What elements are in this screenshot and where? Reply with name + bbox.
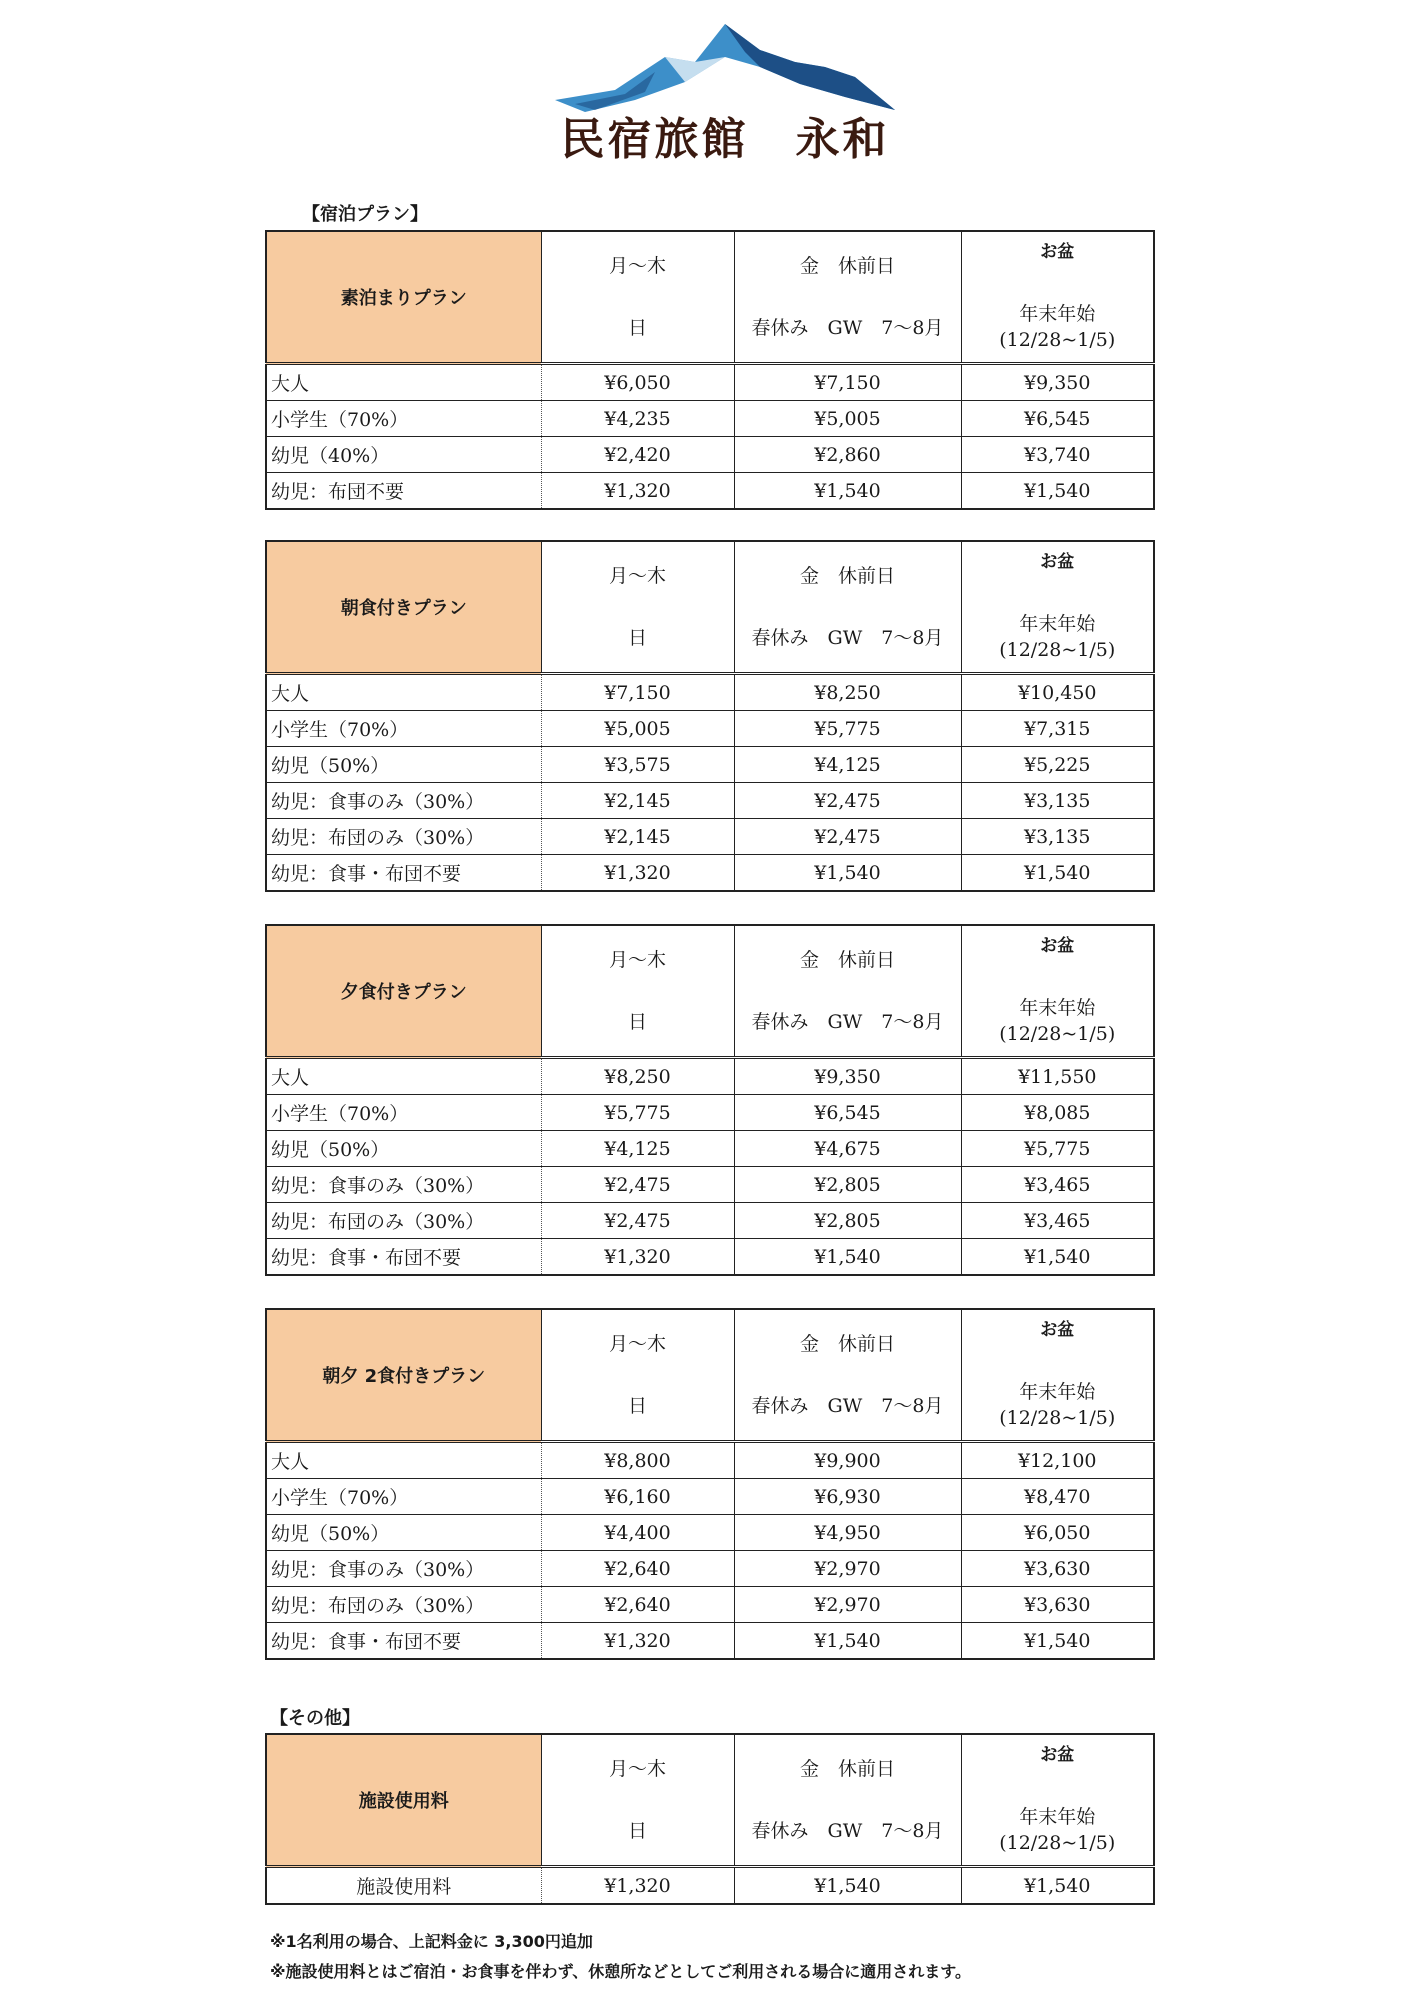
price-cell: ¥11,550 [961, 1058, 1154, 1095]
row-label: 施設使用料 [266, 1867, 541, 1905]
table-row [266, 747, 1154, 783]
price-cell: ¥3,135 [961, 819, 1154, 855]
price-cell: ¥8,085 [961, 1095, 1154, 1131]
row-label: 幼児（50%） [266, 1131, 541, 1167]
period-weekend-line: 春休み GW 7～8月 [751, 1820, 944, 1842]
row-label: 小学生（70%） [266, 1479, 541, 1515]
period-weekend-line: 金 休前日 [799, 565, 895, 587]
price-cell: ¥5,775 [961, 1131, 1154, 1167]
table-row [266, 1442, 1154, 1479]
price-cell: ¥2,805 [734, 1203, 961, 1239]
price-cell: ¥5,005 [541, 711, 734, 747]
period-weekend-line: 金 休前日 [799, 949, 895, 971]
price-cell: ¥2,640 [541, 1587, 734, 1623]
price-cell: ¥2,475 [541, 1167, 734, 1203]
table-row [266, 783, 1154, 819]
table-row [266, 1239, 1154, 1276]
period-peak-line: お盆 [1040, 1320, 1075, 1340]
plan-name: 朝食付きプラン [266, 541, 541, 674]
period-weekday-line: 月～木 [608, 565, 666, 587]
period-weekday-line: 日 [627, 1395, 647, 1417]
period-peak-line: 年末年始 [1019, 613, 1096, 635]
price-cell: ¥2,640 [541, 1551, 734, 1587]
price-cell: ¥2,420 [541, 437, 734, 473]
price-cell: ¥7,315 [961, 711, 1154, 747]
row-label: 幼児（40%） [266, 437, 541, 473]
period-weekday-line: 月～木 [608, 1758, 666, 1780]
note-facility-fee: ※施設使用料とはご宿泊・お食事を伴わず、休憩所などとしてご利用される場合に適用されます。 [270, 1962, 971, 1981]
price-cell: ¥6,930 [734, 1479, 961, 1515]
plan-name: 素泊まりプラン [266, 231, 541, 364]
price-cell: ¥6,545 [961, 401, 1154, 437]
row-label: 小学生（70%） [266, 1095, 541, 1131]
row-label: 幼児：食事のみ（30%） [266, 1167, 541, 1203]
table-row [266, 819, 1154, 855]
table-row [266, 364, 1154, 401]
plan-header-row [266, 541, 1154, 674]
price-cell: ¥3,135 [961, 783, 1154, 819]
table-row [266, 1479, 1154, 1515]
plan-header-row [266, 1309, 1154, 1442]
price-cell: ¥6,160 [541, 1479, 734, 1515]
row-label: 幼児：布団のみ（30%） [266, 1203, 541, 1239]
price-cell: ¥4,675 [734, 1131, 961, 1167]
row-label: 幼児（50%） [266, 747, 541, 783]
price-cell: ¥1,540 [734, 1239, 961, 1276]
price-cell: ¥6,545 [734, 1095, 961, 1131]
table-row [266, 437, 1154, 473]
mountain-logo-icon [555, 22, 895, 117]
price-cell: ¥3,630 [961, 1551, 1154, 1587]
period-weekend-line: 春休み GW 7～8月 [751, 627, 944, 649]
period-weekend [734, 925, 961, 1058]
header [0, 0, 1412, 175]
price-cell: ¥2,970 [734, 1587, 961, 1623]
section-lodging-label: 【宿泊プラン】 [302, 204, 428, 225]
price-cell: ¥9,350 [734, 1058, 961, 1095]
period-weekend [734, 1309, 961, 1442]
row-label: 幼児（50%） [266, 1515, 541, 1551]
price-cell: ¥3,465 [961, 1203, 1154, 1239]
price-cell: ¥5,775 [734, 711, 961, 747]
price-cell: ¥1,540 [961, 1867, 1154, 1905]
period-weekend [734, 1734, 961, 1867]
period-peak-line: 年末年始 [1019, 997, 1096, 1019]
price-cell: ¥4,125 [734, 747, 961, 783]
plan-header-row [266, 1734, 1154, 1867]
period-weekend-line: 春休み GW 7～8月 [751, 317, 944, 339]
plan-name: 朝夕 2食付きプラン [266, 1309, 541, 1442]
price-cell: ¥1,320 [541, 473, 734, 510]
inn-name: 民宿旅館 永和 [560, 114, 890, 165]
plan-name: 施設使用料 [266, 1734, 541, 1867]
price-cell: ¥6,050 [541, 364, 734, 401]
table-row [266, 1551, 1154, 1587]
price-cell: ¥10,450 [961, 674, 1154, 711]
row-label: 幼児：食事・布団不要 [266, 1623, 541, 1660]
period-weekday-line: 月～木 [608, 255, 666, 277]
period-weekday-line: 日 [627, 627, 647, 649]
price-cell: ¥8,250 [541, 1058, 734, 1095]
price-cell: ¥4,950 [734, 1515, 961, 1551]
price-cell: ¥2,860 [734, 437, 961, 473]
period-weekday [541, 925, 734, 1058]
period-weekday-line: 日 [627, 317, 647, 339]
table-row [266, 1167, 1154, 1203]
period-peak [961, 925, 1154, 1058]
price-cell: ¥5,775 [541, 1095, 734, 1131]
table-row [266, 1623, 1154, 1660]
period-weekday-line: 月～木 [608, 949, 666, 971]
price-cell: ¥1,540 [961, 1239, 1154, 1276]
price-cell: ¥1,540 [734, 855, 961, 892]
period-peak-line: (12/28~1/5) [999, 1023, 1116, 1045]
period-weekday [541, 1734, 734, 1867]
price-cell: ¥3,575 [541, 747, 734, 783]
row-label: 大人 [266, 674, 541, 711]
price-cell: ¥1,320 [541, 1623, 734, 1660]
table-row [266, 1515, 1154, 1551]
period-weekend-line: 春休み GW 7～8月 [751, 1011, 944, 1033]
period-weekend-line: 金 休前日 [799, 1758, 895, 1780]
period-weekday [541, 231, 734, 364]
period-peak-line: 年末年始 [1019, 1381, 1096, 1403]
price-cell: ¥6,050 [961, 1515, 1154, 1551]
price-cell: ¥1,540 [734, 473, 961, 510]
price-cell: ¥1,320 [541, 1867, 734, 1905]
price-cell: ¥2,145 [541, 819, 734, 855]
period-weekend [734, 231, 961, 364]
price-cell: ¥7,150 [734, 364, 961, 401]
period-peak-line: お盆 [1040, 936, 1075, 956]
price-cell: ¥12,100 [961, 1442, 1154, 1479]
table-row [266, 1587, 1154, 1623]
plan-table [265, 924, 1155, 1276]
price-cell: ¥5,005 [734, 401, 961, 437]
note-single-use: ※1名利用の場合、上記料金に 3,300円追加 [270, 1932, 593, 1951]
table-row [266, 1203, 1154, 1239]
period-peak-line: 年末年始 [1019, 1806, 1096, 1828]
period-weekday [541, 541, 734, 674]
plan-header-row [266, 231, 1154, 364]
table-row [266, 401, 1154, 437]
price-cell: ¥3,465 [961, 1167, 1154, 1203]
price-cell: ¥1,540 [734, 1867, 961, 1905]
period-weekend-line: 金 休前日 [799, 1333, 895, 1355]
period-weekend [734, 541, 961, 674]
section-other-label: 【その他】 [270, 1708, 360, 1729]
row-label: 小学生（70%） [266, 401, 541, 437]
price-cell: ¥7,150 [541, 674, 734, 711]
price-cell: ¥2,475 [734, 819, 961, 855]
period-peak [961, 1734, 1154, 1867]
period-peak-line: (12/28~1/5) [999, 1407, 1116, 1429]
table-row [266, 1131, 1154, 1167]
price-cell: ¥8,800 [541, 1442, 734, 1479]
price-cell: ¥2,970 [734, 1551, 961, 1587]
row-label: 大人 [266, 1058, 541, 1095]
plan-name: 夕食付きプラン [266, 925, 541, 1058]
period-peak [961, 1309, 1154, 1442]
row-label: 幼児：食事・布団不要 [266, 1239, 541, 1276]
period-peak-line: お盆 [1040, 552, 1075, 572]
table-row [266, 674, 1154, 711]
price-cell: ¥1,540 [961, 1623, 1154, 1660]
price-cell: ¥3,740 [961, 437, 1154, 473]
price-cell: ¥2,805 [734, 1167, 961, 1203]
price-cell: ¥4,125 [541, 1131, 734, 1167]
row-label: 幼児：布団のみ（30%） [266, 819, 541, 855]
price-cell: ¥9,350 [961, 364, 1154, 401]
table-row [266, 1867, 1154, 1905]
plan-header-row [266, 925, 1154, 1058]
period-weekday-line: 月～木 [608, 1333, 666, 1355]
plan-table [265, 1308, 1155, 1660]
row-label: 幼児：布団不要 [266, 473, 541, 510]
price-cell: ¥4,400 [541, 1515, 734, 1551]
notes [270, 1927, 971, 1987]
price-cell: ¥8,470 [961, 1479, 1154, 1515]
table-row [266, 855, 1154, 892]
row-label: 幼児：食事のみ（30%） [266, 1551, 541, 1587]
period-peak-line: 年末年始 [1019, 303, 1096, 325]
period-weekday [541, 1309, 734, 1442]
period-peak-line: (12/28~1/5) [999, 639, 1116, 661]
price-cell: ¥2,145 [541, 783, 734, 819]
price-cell: ¥4,235 [541, 401, 734, 437]
row-label: 小学生（70%） [266, 711, 541, 747]
period-peak-line: (12/28~1/5) [999, 329, 1116, 351]
period-weekend-line: 金 休前日 [799, 255, 895, 277]
price-cell: ¥1,540 [961, 473, 1154, 510]
row-label: 大人 [266, 364, 541, 401]
plan-table [265, 1733, 1155, 1905]
price-cell: ¥9,900 [734, 1442, 961, 1479]
price-cell: ¥2,475 [541, 1203, 734, 1239]
period-weekend-line: 春休み GW 7～8月 [751, 1395, 944, 1417]
period-peak-line: (12/28~1/5) [999, 1832, 1116, 1854]
period-weekday-line: 日 [627, 1011, 647, 1033]
price-cell: ¥1,320 [541, 1239, 734, 1276]
period-peak-line: お盆 [1040, 242, 1075, 262]
plan-table [265, 540, 1155, 892]
price-cell: ¥5,225 [961, 747, 1154, 783]
table-row [266, 1058, 1154, 1095]
period-weekday-line: 日 [627, 1820, 647, 1842]
row-label: 幼児：食事・布団不要 [266, 855, 541, 892]
price-cell: ¥1,320 [541, 855, 734, 892]
price-cell: ¥2,475 [734, 783, 961, 819]
row-label: 大人 [266, 1442, 541, 1479]
period-peak-line: お盆 [1040, 1745, 1075, 1765]
table-row [266, 473, 1154, 510]
price-cell: ¥1,540 [734, 1623, 961, 1660]
period-peak [961, 541, 1154, 674]
period-peak [961, 231, 1154, 364]
price-cell: ¥1,540 [961, 855, 1154, 892]
price-cell: ¥3,630 [961, 1587, 1154, 1623]
table-row [266, 711, 1154, 747]
plan-table [265, 230, 1155, 510]
row-label: 幼児：食事のみ（30%） [266, 783, 541, 819]
row-label: 幼児：布団のみ（30%） [266, 1587, 541, 1623]
table-row [266, 1095, 1154, 1131]
price-cell: ¥8,250 [734, 674, 961, 711]
